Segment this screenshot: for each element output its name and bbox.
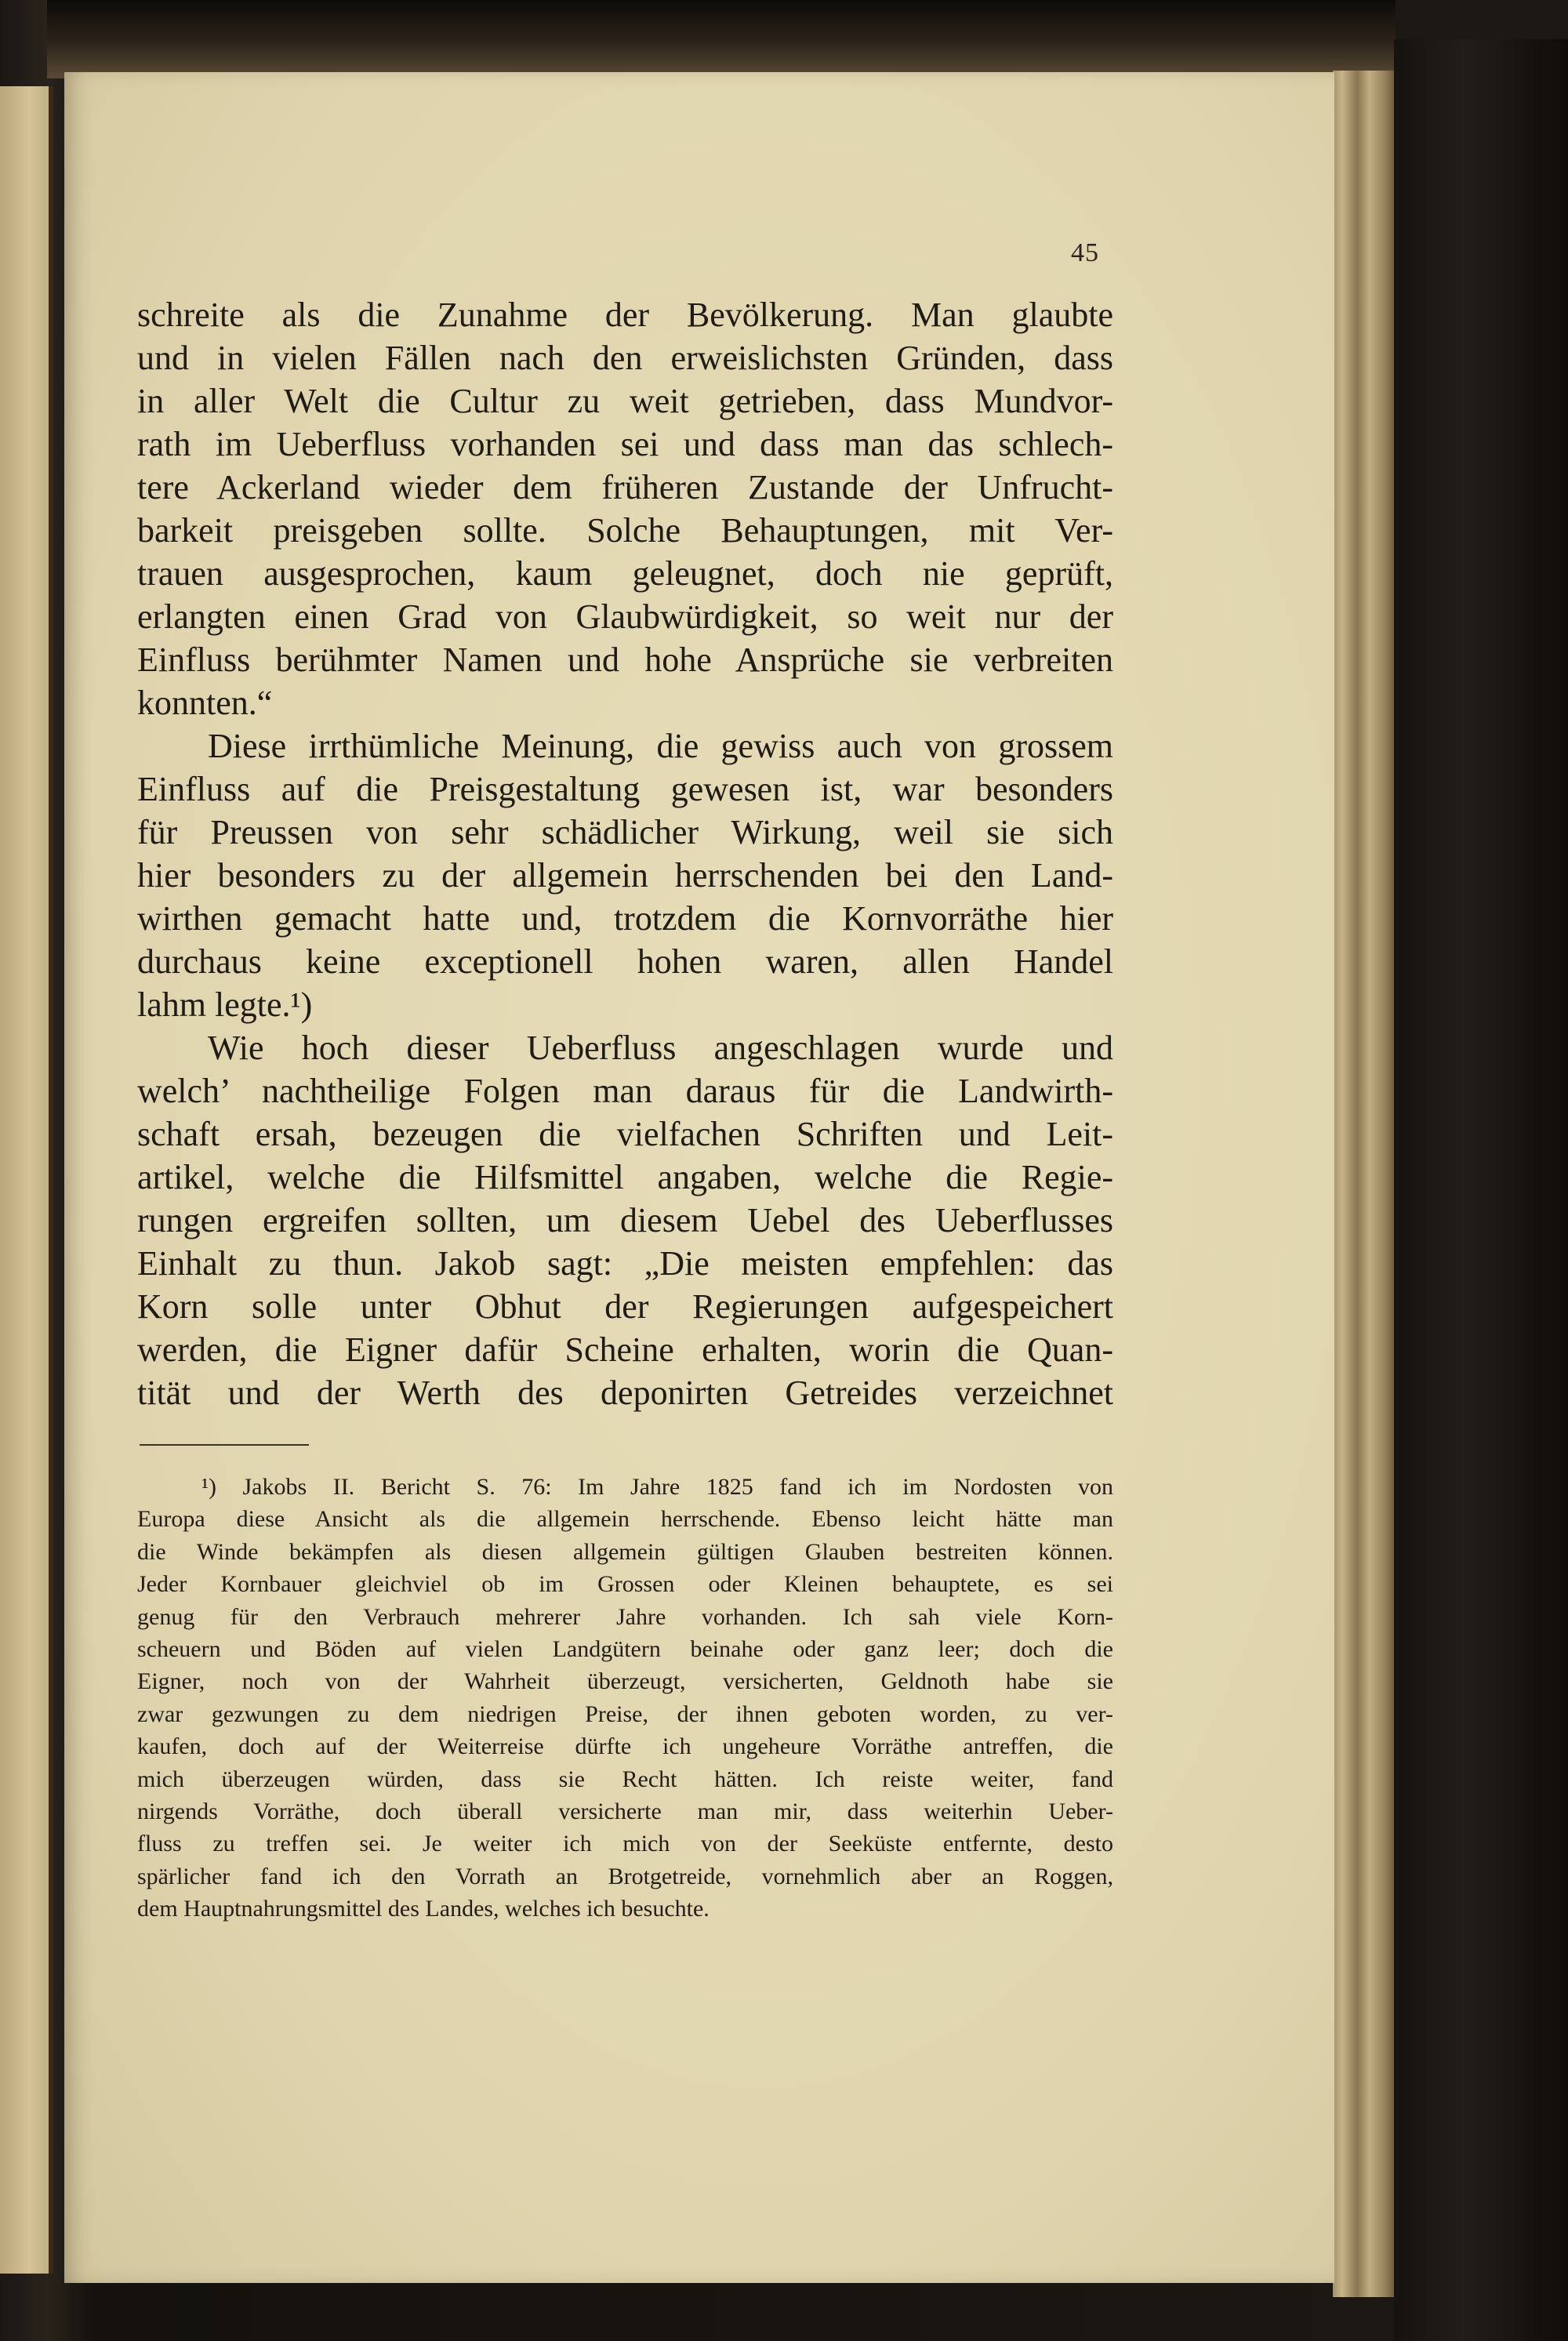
footnote-line: die Winde bekämpfen als diesen allgemein gültigen Glauben bestreiten können. [137, 1538, 1113, 1565]
footnote-line: scheuern und Böden auf vielen Landgütern beinahe oder ganz leer; doch die [137, 1635, 1113, 1662]
body-line: Korn solle unter Obhut der Regierungen aufgespeichert [137, 1287, 1113, 1326]
body-line: rungen ergreifen sollten, um diesem Uebel des Ueberflusses [137, 1201, 1113, 1239]
body-line: Wie hoch dieser Ueberfluss angeschlagen wurde und [208, 1029, 1113, 1067]
left-page-edge [0, 86, 53, 2274]
body-line: tität und der Werth des deponirten Getreides verzeichnet [137, 1374, 1113, 1412]
body-line: Diese irrthümliche Meinung, die gewiss auch von grossem [208, 727, 1113, 765]
body-line: artikel, welche die Hilfsmittel angaben, welche die Regie- [137, 1158, 1113, 1196]
footnote [137, 1471, 1113, 1925]
footnote-line: spärlicher fand ich den Vorrath an Brotgetreide, vornehmlich aber an Roggen, [137, 1863, 1113, 1889]
body-line: schaft ersah, bezeugen die vielfachen Schriften und Leit- [137, 1115, 1113, 1153]
body-line: in aller Welt die Cultur zu weit getrieben, dass Mundvor- [137, 382, 1113, 420]
body-line: und in vielen Fällen nach den erweislichsten Gründen, dass [137, 339, 1113, 377]
body-line: trauen ausgesprochen, kaum geleugnet, doch nie geprüft, [137, 554, 1113, 593]
body-line: rath im Ueberfluss vorhanden sei und dass man das schlech- [137, 425, 1113, 463]
footnote-line: genug für den Verbrauch mehrerer Jahre vorhanden. Ich sah viele Korn- [137, 1603, 1113, 1630]
body-line: schreite als die Zunahme der Bevölkerung. Man glaubte [137, 296, 1113, 334]
body-line: erlangten einen Grad von Glaubwürdigkeit, so weit nur der [137, 597, 1113, 636]
footnote-divider [140, 1444, 309, 1446]
footnote-line: kaufen, doch auf der Weiterreise dürfte ich ungeheure Vorräthe antreffen, die [137, 1733, 1113, 1760]
body-line: Einfluss auf die Preisgestaltung gewesen ist, war besonders [137, 770, 1113, 808]
body-line: lahm legte.¹) [137, 985, 313, 1024]
body-line: durchaus keine exceptionell hohen waren, allen Handel [137, 942, 1113, 981]
body-line: Einhalt zu thun. Jakob sagt: „Die meisten empfehlen: das [137, 1244, 1113, 1283]
footnote-line: Jeder Kornbauer gleichviel ob im Grossen oder Kleinen behauptete, es sei [137, 1571, 1113, 1598]
body-line: wirthen gemacht hatte und, trotzdem die Kornvorräthe hier [137, 899, 1113, 938]
footnote-line: Eigner, noch von der Wahrheit überzeugt, versicherten, Geldnoth habe sie [137, 1668, 1113, 1695]
body-line: Einfluss berühmter Namen und hohe Ansprüche sie verbreiten [137, 641, 1113, 679]
footnote-line: dem Hauptnahrungsmittel des Landes, welches ich besuchte. [137, 1896, 710, 1922]
footnote-line: fluss zu treffen sei. Je weiter ich mich von der Seeküste entfernte, desto [137, 1831, 1113, 1857]
footnote-line: zwar gezwungen zu dem niedrigen Preise, der ihnen geboten worden, zu ver- [137, 1700, 1113, 1727]
book-top-edge [47, 0, 1396, 78]
book-cover-right [1394, 39, 1568, 2341]
body-line: welch’ nachtheilige Folgen man daraus für die Landwirth- [137, 1072, 1113, 1110]
footnote-line: mich überzeugen würden, dass sie Recht hätten. Ich reiste weiter, fand [137, 1766, 1113, 1792]
body-line: konnten.“ [137, 684, 273, 722]
body-line: tere Ackerland wieder dem früheren Zustande der Unfrucht- [137, 468, 1113, 506]
body-line: werden, die Eigner dafür Scheine erhalten, worin die Quan- [137, 1330, 1113, 1369]
page-stack-edge [1333, 71, 1394, 2297]
body-line: hier besonders zu der allgemein herrschenden bei den Land- [137, 856, 1113, 895]
footnote-line: ¹) Jakobs II. Bericht S. 76: Im Jahre 1825 fand ich im Nordosten von [201, 1474, 1113, 1500]
body-line: für Preussen von sehr schädlicher Wirkung, weil sie sich [137, 813, 1113, 851]
footnote-line: Europa diese Ansicht als die allgemein herrschende. Ebenso leicht hätte man [137, 1506, 1113, 1533]
body-text [137, 293, 1113, 1414]
body-line: barkeit preisgeben sollte. Solche Behauptungen, mit Ver- [137, 511, 1113, 550]
footnote-line: nirgends Vorräthe, doch überall versicherte man mir, dass weiterhin Ueber- [137, 1798, 1113, 1824]
page-number: 45 [1071, 238, 1099, 267]
